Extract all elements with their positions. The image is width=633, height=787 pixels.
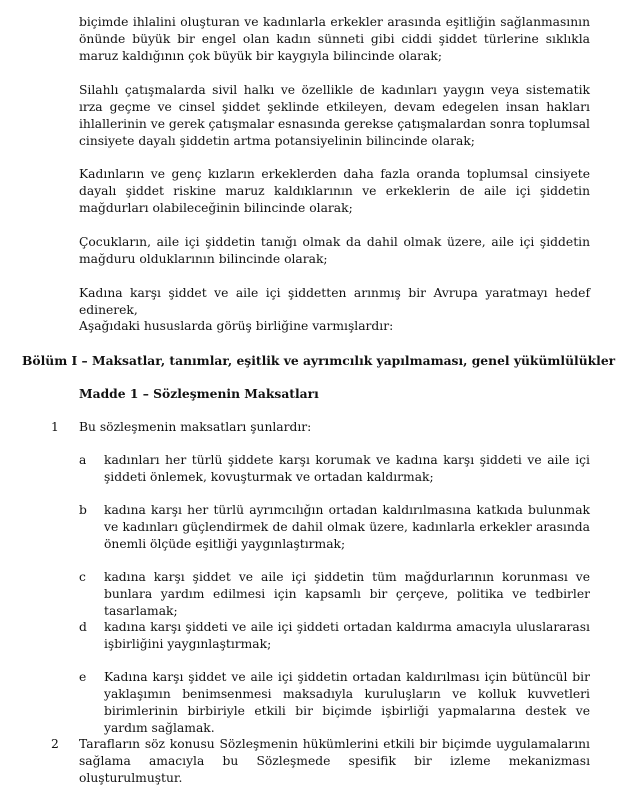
item-text-d: kadına karşı şiddeti ve aile içi şiddeti ortadan kaldırma amacıyla uluslararası işbirliğini yaygınlaştırmak;	[104, 620, 590, 651]
preamble-paragraph-6: Aşağıdaki hususlarda görüş birliğine varmışlardır:	[79, 319, 394, 333]
preamble-paragraph-4: Çocukların, aile içi şiddetin tanığı olmak da dahil olmak üzere, aile içi şiddetin mağduru olduklarının bilincinde olarak;	[79, 235, 590, 266]
item-letter-a: a	[79, 453, 87, 467]
preamble-paragraph-5: Kadına karşı şiddet ve aile içi şiddetten arınmış bir Avrupa yaratmayı hedef edinerek,	[79, 286, 590, 317]
preamble-paragraph-1: biçimde ihlalini oluşturan ve kadınlarla erkekler arasında eşitliğin sağlanmasının önünde büyük bir engel olan kadın sünneti gibi ciddi şiddet türlerine sıklıkla maruz kaldığının çok büyük bir kaygıyla bilincinde olarak;	[79, 15, 590, 63]
preamble-paragraph-2: Silahlı çatışmalarda sivil halkı ve özellikle de kadınları yaygın veya sistematik ırza geçme ve cinsel şiddet şeklinde etkileyen, devam edegelen insan hakları ihlallerinin ve gerek çatışmalar esnasında gerekse çatışmalardan sonra toplumsal cinsiyete dayalı şiddetin artma potansiyelinin bilincinde olarak;	[79, 83, 590, 148]
clause-number-2: 2	[51, 737, 59, 751]
item-letter-c: c	[79, 570, 86, 584]
item-text-a: kadınları her türlü şiddete karşı korumak ve kadına karşı şiddeti ve aile içi şiddeti önlemek, kovuşturmak ve ortadan kaldırmak;	[104, 453, 590, 484]
chapter-heading: Bölüm I – Maksatlar, tanımlar, eşitlik ve ayrımcılık yapılmaması, genel yükümlülükler	[22, 353, 616, 368]
clause-number-1: 1	[51, 420, 59, 434]
item-letter-d: d	[79, 620, 87, 634]
clause-text-2: Tarafların söz konusu Sözleşmenin hükümlerini etkili bir biçimde uygulamalarını sağlama amacıyla bu Sözleşmede spesifik bir izleme mekanizması oluşturulmuştur.	[79, 737, 590, 785]
item-text-c: kadına karşı şiddet ve aile içi şiddetin tüm mağdurlarının korunması ve bunlara yardım edilmesi için kapsamlı bir çerçeve, politika ve tedbirler tasarlamak;	[104, 570, 590, 618]
item-letter-e: e	[79, 670, 87, 684]
item-text-e: Kadına karşı şiddet ve aile içi şiddetin ortadan kaldırılması için bütüncül bir yaklaşımın benimsenmesi maksadıyla kuruluşların ve kolluk kuvvetleri birimlerinin birbiriyle etkili bir biçimde işbirliği yapmalarına destek ve yardım sağlamak.	[104, 670, 590, 735]
article-heading: Madde 1 – Sözleşmenin Maksatları	[79, 386, 319, 401]
item-letter-b: b	[79, 503, 87, 517]
item-text-b: kadına karşı her türlü ayrımcılığın ortadan kaldırılmasına katkıda bulunmak ve kadınları güçlendirmek de dahil olmak üzere, kadınlarla erkekler arasında önemli ölçüde eşitliği yaygınlaştırmak;	[104, 503, 590, 551]
preamble-paragraph-3: Kadınların ve genç kızların erkeklerden daha fazla oranda toplumsal cinsiyete dayalı şiddet riskine maruz kaldıklarının ve erkeklerin de aile içi şiddetin mağdurları olabileceğinin bilincinde olarak;	[79, 167, 590, 215]
clause-text-1: Bu sözleşmenin maksatları şunlardır:	[79, 420, 312, 434]
